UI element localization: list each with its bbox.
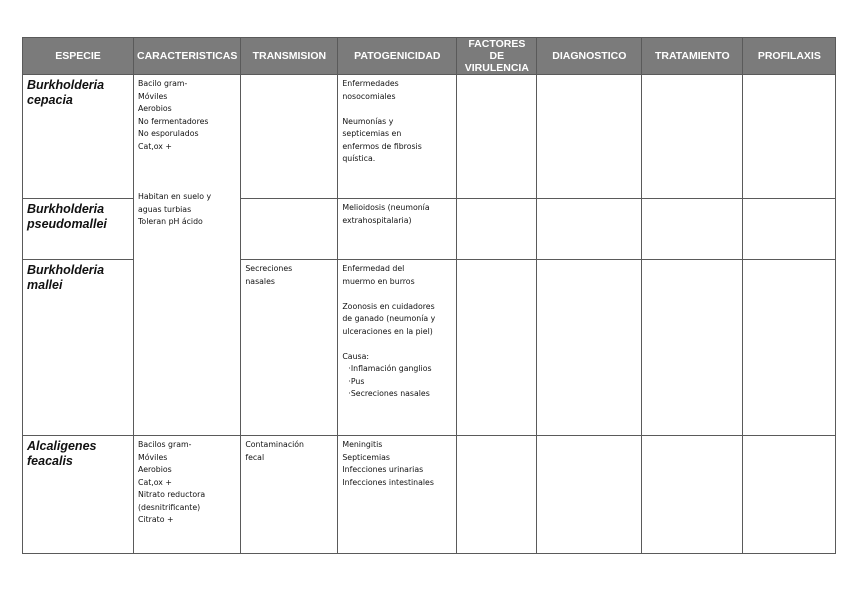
pathogenicity-line: Meningitis xyxy=(342,440,383,449)
pathogenicity-line: Causa: xyxy=(342,351,369,361)
blank-line xyxy=(342,338,452,351)
species-genus: Burkholderia xyxy=(27,78,105,92)
pathogenicity-cell xyxy=(338,199,457,260)
blank-line xyxy=(342,288,452,301)
virulence-cell xyxy=(457,260,537,436)
characteristic-item: No esporulados xyxy=(138,129,199,138)
species-genus: Burkholderia xyxy=(27,263,105,277)
characteristics-cell xyxy=(134,436,241,554)
header-diagnosis: DIAGNOSTICO xyxy=(537,38,642,75)
transmission-cell xyxy=(241,75,338,199)
species-cell xyxy=(23,260,134,436)
diagnosis-cell xyxy=(537,436,642,554)
pathogenicity-line: Septicemias xyxy=(342,452,390,462)
pathogenicity-line: enfermos de fibrosis xyxy=(342,141,422,151)
header-prophylaxis: PROFILAXIS xyxy=(743,38,836,75)
characteristic-item: Bacilos gram- xyxy=(138,440,192,449)
characteristic-item: No fermentadores xyxy=(138,116,209,126)
header-row xyxy=(23,38,836,75)
transmission-line: fecal xyxy=(245,452,265,462)
pathogenicity-line: Neumonías y xyxy=(342,116,394,126)
pathogenicity-line: muermo en burros xyxy=(342,276,415,286)
characteristic-item: Aerobios xyxy=(138,104,172,113)
transmission-line: Contaminación xyxy=(245,440,304,449)
transmission-cell xyxy=(241,436,338,554)
pathogenicity-line: septicemias en xyxy=(342,129,402,138)
transmission-line: nasales xyxy=(245,276,275,286)
characteristic-item: aguas turbias xyxy=(138,204,192,214)
pathogenicity-cell xyxy=(338,436,457,554)
characteristic-item: Toleran pH ácido xyxy=(138,217,203,226)
pathogenicity-line: quística. xyxy=(342,154,376,163)
pathogenicity-line: ·Pus xyxy=(348,376,365,386)
shared-characteristics-cell xyxy=(134,75,241,436)
prophylaxis-cell xyxy=(743,436,836,554)
characteristic-item: Nitrato reductora xyxy=(138,490,206,499)
header-transmission: TRANSMISION xyxy=(241,38,338,75)
transmission-cell xyxy=(241,199,338,260)
header-treatment: TRATAMIENTO xyxy=(642,38,743,75)
pathogenicity-line: extrahospitalaria) xyxy=(342,215,412,225)
treatment-cell xyxy=(642,75,743,199)
species-cell xyxy=(23,75,134,199)
species-epithet: pseudomallei xyxy=(27,217,107,231)
pathogenicity-line: Melioidosis (neumonía xyxy=(342,203,430,212)
header-species: ESPECIE xyxy=(23,38,134,75)
pathogenicity-line: Enfermedades xyxy=(342,79,399,88)
characteristic-item: Móviles xyxy=(138,452,168,462)
characteristic-item: Cat,ox + xyxy=(138,141,172,151)
species-cell xyxy=(23,436,134,554)
characteristic-item: Móviles xyxy=(138,91,168,101)
pathogenicity-line: nosocomiales xyxy=(342,91,396,101)
pathogenicity-cell xyxy=(338,75,457,199)
characteristic-item: Cat,ox + xyxy=(138,477,172,487)
prophylaxis-cell xyxy=(743,260,836,436)
pathogenicity-line: ulceraciones en la piel) xyxy=(342,326,433,336)
characteristic-item: Habitan en suelo y xyxy=(138,192,212,201)
diagnosis-cell xyxy=(537,199,642,260)
pathogenicity-line: Infecciones intestinales xyxy=(342,477,434,487)
pathogenicity-cell xyxy=(338,260,457,436)
treatment-cell xyxy=(642,199,743,260)
species-cell xyxy=(23,199,134,260)
characteristic-item: Aerobios xyxy=(138,465,172,474)
species-genus: Burkholderia xyxy=(27,202,105,216)
virulence-cell xyxy=(457,436,537,554)
characteristic-item: (desnitrificante) xyxy=(138,502,201,512)
species-epithet: cepacia xyxy=(27,93,73,107)
bacteria-comparison-table xyxy=(22,37,836,554)
header-characteristics: CARACTERISTICAS xyxy=(134,38,241,75)
table-row xyxy=(23,75,836,199)
prophylaxis-cell xyxy=(743,199,836,260)
prophylaxis-cell xyxy=(743,75,836,199)
pathogenicity-line: ·Inflamación ganglios xyxy=(348,364,432,373)
pathogenicity-line: Enfermedad del xyxy=(342,264,405,273)
header-pathogenicity: PATOGENICIDAD xyxy=(338,38,457,75)
pathogenicity-line: Zoonosis en cuidadores xyxy=(342,301,435,311)
species-epithet: feacalis xyxy=(27,454,73,468)
pathogenicity-line: Infecciones urinarias xyxy=(342,465,424,474)
treatment-cell xyxy=(642,436,743,554)
treatment-cell xyxy=(642,260,743,436)
pathogenicity-line: ·Secreciones nasales xyxy=(348,389,430,398)
transmission-cell xyxy=(241,260,338,436)
blank-line xyxy=(342,103,452,116)
pathogenicity-line: de ganado (neumonía y xyxy=(342,314,436,323)
virulence-cell xyxy=(457,75,537,199)
header-virulence-factors: FACTORES DE VIRULENCIA xyxy=(457,38,537,75)
transmission-line: Secreciones xyxy=(245,264,293,273)
species-epithet: mallei xyxy=(27,278,63,292)
diagnosis-cell xyxy=(537,75,642,199)
virulence-cell xyxy=(457,199,537,260)
table-row xyxy=(23,436,836,554)
diagnosis-cell xyxy=(537,260,642,436)
characteristic-item: Citrato + xyxy=(138,515,174,524)
species-genus: Alcaligenes xyxy=(27,439,97,453)
characteristic-item: Bacilo gram- xyxy=(138,79,188,88)
